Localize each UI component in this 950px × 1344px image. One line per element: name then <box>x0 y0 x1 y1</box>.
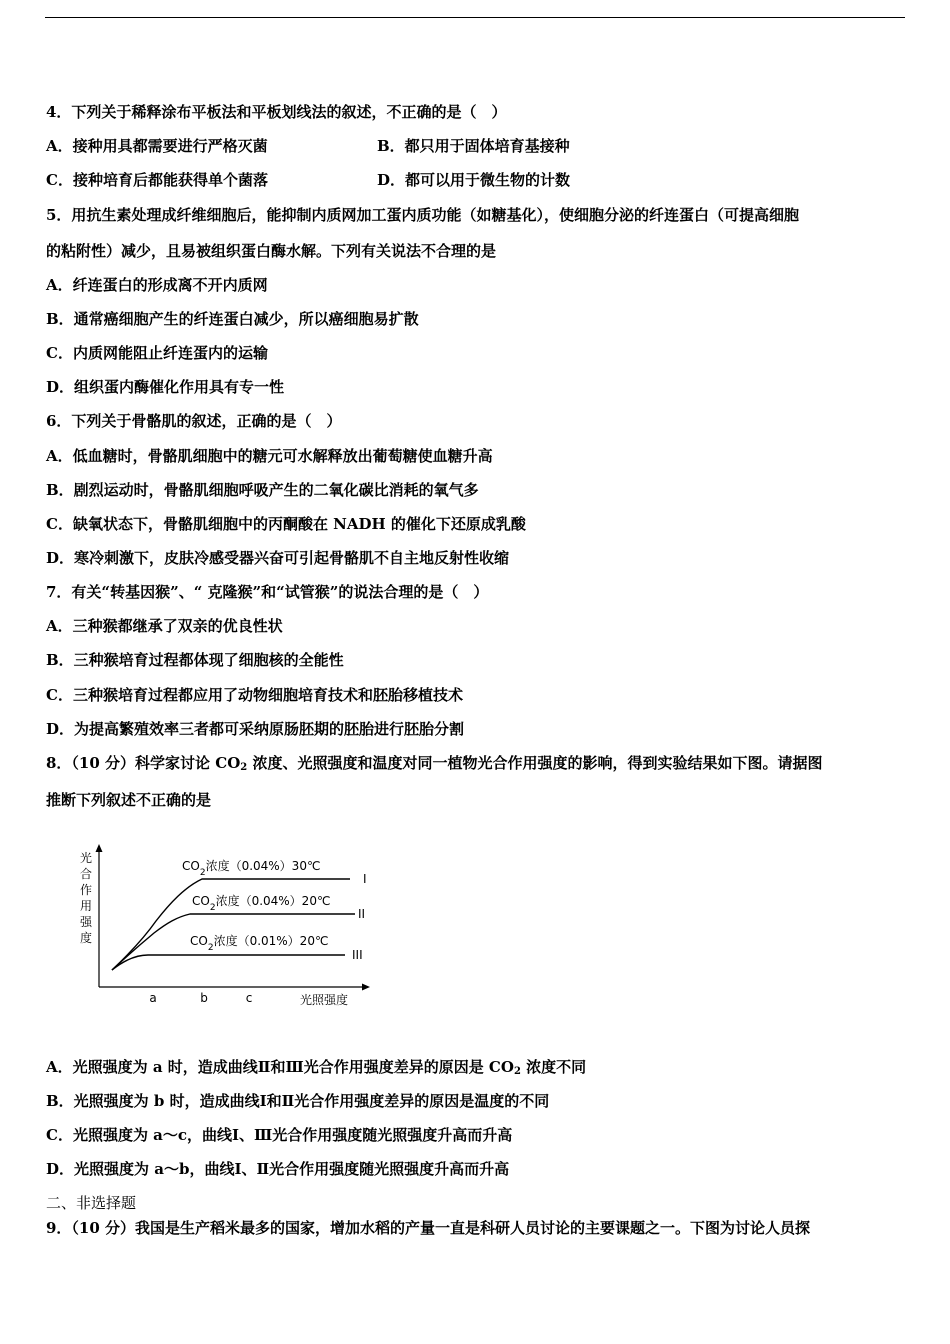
x-axis-arrow <box>362 984 370 991</box>
q5-option-c: C．内质网能阻止纤连蛋内的运输 <box>46 344 268 362</box>
q8-stem-pre: 8．（10 分）科学家讨论 CO <box>46 754 241 772</box>
y-label-char: 合 <box>79 867 93 881</box>
curve-series-i <box>112 879 350 970</box>
q8-option-b: B．光照强度为 b 时，造成曲线Ⅰ和Ⅱ光合作用强度差异的原因是温度的不同 <box>46 1092 550 1110</box>
x-tick-a: a <box>149 991 157 1005</box>
x-tick-b: b <box>200 991 208 1005</box>
q6-option-c: C．缺氧状态下，骨骼肌细胞中的丙酮酸在 NADH 的催化下还原成乳酸 <box>46 515 526 533</box>
x-tick-c: c <box>245 991 253 1005</box>
y-label-char: 强 <box>79 915 93 929</box>
q7-stem: 7．有关“转基因猴”、“ 克隆猴”和“试管猴”的说法合理的是（ ） <box>46 583 489 601</box>
y-label-char: 度 <box>79 931 93 945</box>
q5-stem-line2: 的粘附性）减少，且易被组织蛋白酶水解。下列有关说法不合理的是 <box>46 242 497 260</box>
y-axis-label <box>80 850 93 945</box>
q4-option-b: B．都只用于固体培育基接种 <box>377 137 570 155</box>
series-i-label-sub: 2 <box>199 868 206 878</box>
q4-option-d: D．都可以用于微生物的计数 <box>377 171 571 189</box>
q8-option-c: C．光照强度为 a～c，曲线Ⅰ、Ⅲ光合作用强度随光照强度升高而升高 <box>46 1126 513 1144</box>
q5-option-a: A．纤连蛋白的形成离不开内质网 <box>46 276 268 294</box>
q6-option-a: A．低血糖时，骨骼肌细胞中的糖元可水解释放出葡萄糖使血糖升高 <box>46 447 493 465</box>
series-iii-roman: III <box>352 948 363 962</box>
series-i-roman: I <box>363 872 367 886</box>
q5-option-d: D．组织蛋内酶催化作用具有专一性 <box>46 378 285 396</box>
q9-stem-line1: 9．（10 分）我国是生产稻米最多的国家，增加水稻的产量一直是科研人员讨论的主要课题之一。下图为讨论人员探 <box>46 1219 811 1237</box>
series-i-label <box>182 858 320 878</box>
series-ii-label-post: 浓度（0.04%）20℃ <box>215 894 331 908</box>
series-iii-label-post: 浓度（0.01%）20℃ <box>213 934 329 948</box>
q6-option-b: B．剧烈运动时，骨骼肌细胞呼吸产生的二氧化碳比消耗的氧气多 <box>46 481 479 499</box>
y-axis-arrow <box>96 844 103 852</box>
y-label-char: 作 <box>79 883 93 897</box>
header-rule <box>45 17 905 18</box>
x-axis-label: 光照强度 <box>299 993 349 1007</box>
q7-option-a: A．三种猴都继承了双亲的优良性状 <box>46 617 283 635</box>
q8-option-a-pre: A．光照强度为 a 时，造成曲线Ⅱ和Ⅲ光合作用强度差异的原因是 CO <box>46 1058 514 1076</box>
q8-option-a <box>46 1057 586 1082</box>
q6-option-d: D．寒冷刺激下，皮肤冷感受器兴奋可引起骨骼肌不自主地反射性收缩 <box>46 549 510 567</box>
series-i-label-post: 浓度（0.04%）30℃ <box>205 859 321 873</box>
curve-series-iii <box>112 955 345 970</box>
q7-option-b: B．三种猴培育过程都体现了细胞核的全能性 <box>46 651 344 669</box>
series-iii-label-sub: 2 <box>207 943 214 953</box>
series-iii-label-pre: CO <box>190 934 208 948</box>
series-ii-roman: II <box>358 907 366 921</box>
series-ii-label <box>192 893 330 913</box>
series-i-label-pre: CO <box>182 859 200 873</box>
y-label-char: 用 <box>79 899 93 913</box>
y-label-char: 光 <box>79 851 93 865</box>
q5-stem-line1: 5．用抗生素处理成纤维细胞后，能抑制内质网加工蛋内质功能（如糖基化），使细胞分泌的纤连蛋白（可提高细胞 <box>46 206 799 224</box>
series-iii-label <box>190 933 328 953</box>
q8-stem-line1 <box>46 753 822 778</box>
q7-option-d: D．为提高繁殖效率三者都可采纳原肠胚期的胚胎进行胚胎分割 <box>46 720 465 738</box>
q4-option-a: A．接种用具都需要进行严格灭菌 <box>46 137 268 155</box>
q8-option-a-sub: 2 <box>513 1066 521 1077</box>
q5-option-b: B．通常癌细胞产生的纤连蛋白减少，所以癌细胞易扩散 <box>46 310 419 328</box>
q8-stem-sub: 2 <box>240 762 248 773</box>
q8-stem-post: 浓度、光照强度和温度对同一植物光合作用强度的影响，得到实验结果如下图。请据图 <box>247 754 823 772</box>
q6-stem: 6．下列关于骨骼肌的叙述，正确的是（ ） <box>46 412 342 430</box>
q4-stem: 4．下列关于稀释涂布平板法和平板划线法的叙述，不正确的是（ ） <box>46 103 507 121</box>
q8-stem-line2: 推断下列叙述不正确的是 <box>46 791 212 809</box>
photosynthesis-chart <box>72 835 382 1015</box>
section-heading: 二、非选择题 <box>46 1194 137 1212</box>
q4-option-c: C．接种培育后都能获得单个菌落 <box>46 171 268 189</box>
series-ii-label-sub: 2 <box>209 903 216 913</box>
q8-option-d: D．光照强度为 a～b，曲线Ⅰ、Ⅱ光合作用强度随光照强度升高而升高 <box>46 1160 510 1178</box>
q7-option-c: C．三种猴培育过程都应用了动物细胞培育技术和胚胎移植技术 <box>46 686 463 704</box>
q8-option-a-post: 浓度不同 <box>520 1058 587 1076</box>
series-ii-label-pre: CO <box>192 894 210 908</box>
